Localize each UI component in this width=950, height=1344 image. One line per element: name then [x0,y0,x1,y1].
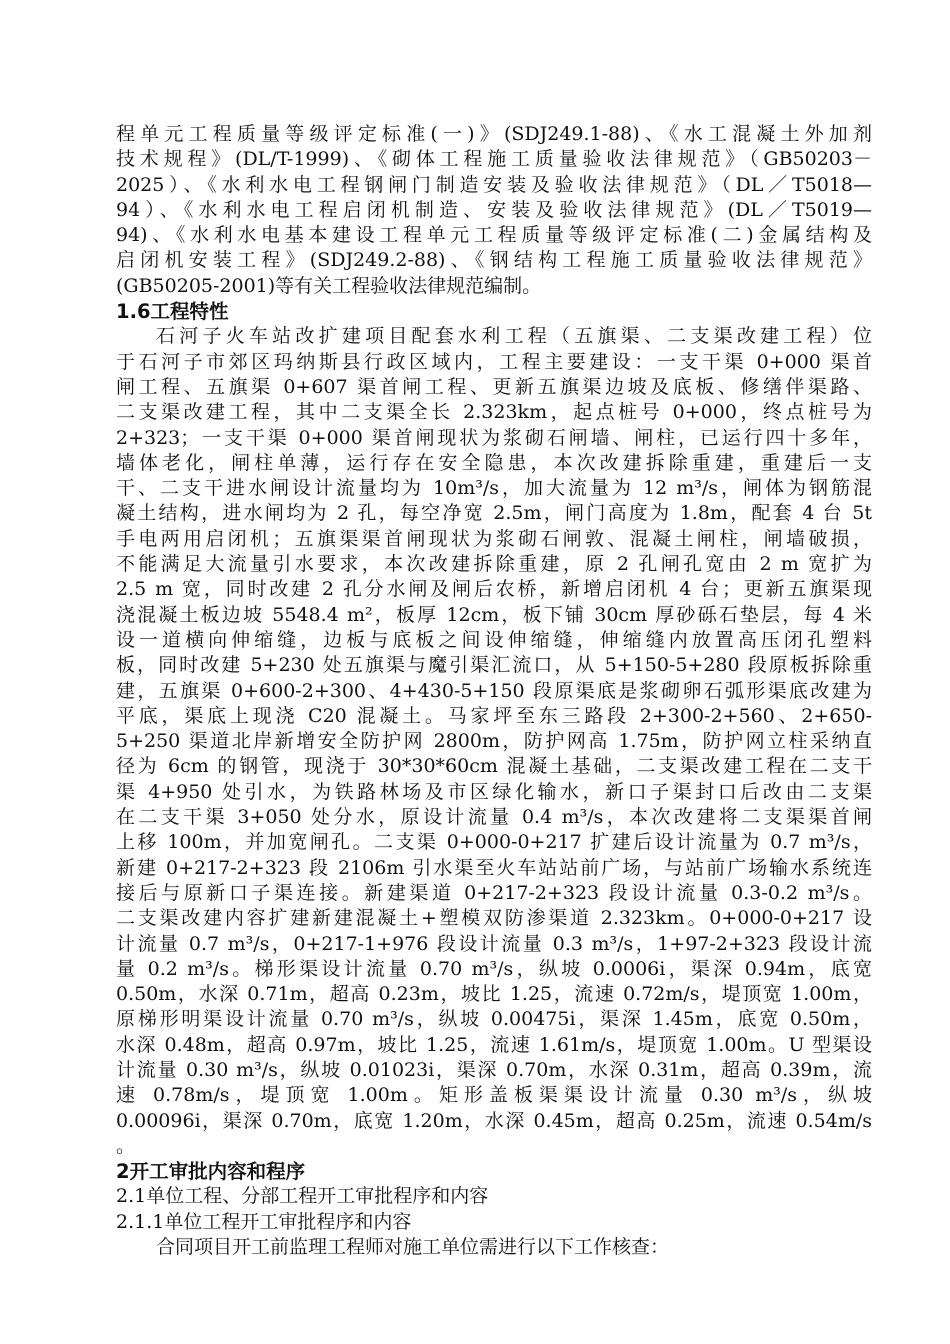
text-line: 计流量 0.30 m³/s，纵坡 0.01023i，渠深 0.70m，水深 0.31m，超高 0.39m，流 [116,1058,872,1081]
text-line: 二支渠改建内容扩建新建混凝土+塑模双防渗渠道 2.323km。0+000-0+217 设 [116,907,872,930]
subsection-heading: 2.1.1单位工程开工审批程序和内容 [116,1210,412,1233]
text-line: 设一道横向伸缩缝，边板与底板之间设伸缩缝，伸缩缝内放置高压闭孔塑料 [116,628,872,651]
text-line: 在二支干渠 3+050 处分水，原设计流量 0.4 m³/s，本次改建将二支渠渠首闸 [116,806,872,829]
text-line: 墙体老化，闸柱单薄，运行存在安全隐患，本次改建拆除重建，重建后一支 [116,451,872,474]
section-heading: 1.6工程特性 [116,300,229,324]
text-line: 94)、《水利水电基本建设工程单元工程质量等级评定标准(二)金属结构及 [116,224,872,247]
text-line: 程单元工程质量等级评定标准(一)》(SDJ249.1-88)、《水工混凝土外加剂 [116,123,872,145]
text-line: 渠 4+950 处引水，为铁路林场及市区绿化输水，新口子渠封口后改由二支渠 [116,780,872,803]
text-line: (GB50205-2001)等有关工程验收法律规范编制。 [116,274,542,297]
text-line: 建，五旗渠 0+600-2+300、4+430-5+150 段原渠底是浆砌卵石弧形渠底改建为 [116,679,872,702]
text-line: 合同项目开工前监理工程师对施工单位需进行以下工作核查： [156,1236,670,1259]
text-line: 平底，渠底上现浇 C20 混凝土。马家坪至东三路段 2+300-2+560、2+650- [116,704,872,727]
text-line: 0.00096i，渠深 0.70m，底宽 1.20m，水深 0.45m，超高 0.25m，流速 0.54m/s [116,1109,872,1132]
body-text [116,122,872,1260]
text-line: 量 0.2 m³/s。梯形渠设计流量 0.70 m³/s，纵坡 0.0006i，渠深 0.94m，底宽 [116,957,872,980]
text-line: 手电两用启闭机；五旗渠渠首闸现状为浆砌石闸敦、混凝土闸柱，闸墙破损， [116,527,872,550]
text-line: 启闭机安装工程》(SDJ249.2-88)、《钢结构工程施工质量验收法律规范》 [116,249,872,272]
text-line: 新建 0+217-2+323 段 2106m 引水渠至火车站站前广场，与站前广场输水系统连 [116,856,872,879]
section-heading: 2开工审批内容和程序 [116,1160,306,1184]
text-line: 5+250 渠道北岸新增安全防护网 2800m，防护网高 1.75m，防护网立柱采纳直 [116,730,872,753]
text-line: 上移 100m，并加宽闸孔。二支渠 0+000-0+217 扩建后设计流量为 0.7 m³/s， [116,831,872,854]
text-line: 原梯形明渠设计流量 0.70 m³/s，纵坡 0.00475i，渠深 1.45m，底宽 0.50m， [116,1008,872,1031]
text-line: 94）、《水利水电工程启闭机制造、安装及验收法律规范》(DL／T5019— [116,198,872,221]
text-line: 不能满足大流量引水要求，本次改建拆除重建，原 2 孔闸孔宽由 2 m 宽扩为 [116,553,872,576]
text-line: 水深 0.48m，超高 0.97m，坡比 1.25，流速 1.61m/s，堤顶宽 1.00m。U 型渠设 [116,1033,872,1056]
text-line: 2.5 m 宽，同时改建 2 孔分水闸及闸后农桥，新增启闭机 4 台；更新五旗渠现 [116,578,872,601]
text-line: 于石河子市郊区玛纳斯县行政区域内，工程主要建设：一支干渠 0+000 渠首 [116,350,872,373]
text-line: 。 [116,1134,136,1157]
text-line: 2+323；一支干渠 0+000 渠首闸现状为浆砌石闸墙、闸柱，已运行四十多年， [116,426,872,449]
text-line: 石河子火车站改扩建项目配套水利工程（五旗渠、二支渠改建工程）位 [156,325,872,348]
text-line: 闸工程、五旗渠 0+607 渠首闸工程、更新五旗渠边坡及底板、修缮伴渠路、 [116,375,872,398]
text-line: 0.50m，水深 0.71m，超高 0.23m，坡比 1.25，流速 0.72m/s，堤顶宽 1.00m， [116,983,872,1006]
text-line: 浇混凝土板边坡 5548.4 m²，板厚 12cm，板下铺 30cm 厚砂砾石垫层，每 4 米 [116,603,872,626]
text-line: 板，同时改建 5+230 处五旗渠与魔引渠汇流口，从 5+150-5+280 段原板拆除重 [116,654,872,677]
text-line: 干、二支干进水闸设计流量均为 10m³/s，加大流量为 12 m³/s，闸体为钢筋混 [116,477,872,500]
text-line: 速 0.78m/s，堤顶宽 1.00m。矩形盖板渠渠设计流量 0.30 m³/s，纵坡 [116,1084,872,1107]
subsection-heading: 2.1单位工程、分部工程开工审批程序和内容 [116,1185,489,1208]
text-line: 径为 6cm 的钢管，现浇于 30*30*60cm 混凝土基础，二支渠改建工程在二支干 [116,755,872,778]
text-line: 二支渠改建工程，其中二支渠全长 2.323km，起点桩号 0+000，终点桩号为 [116,401,872,424]
text-line: 凝土结构，进水闸均为 2 孔，每空净宽 2.5m，闸门高度为 1.8m，配套 4 台 5t [116,502,872,525]
text-line: 2025）、《水利水电工程钢闸门制造安装及验收法律规范》（DL／T5018— [116,173,872,196]
text-line: 技术规程》(DL/T-1999)、《砌体工程施工质量验收法律规范》（GB50203－ [116,148,872,171]
text-line: 接后与原新口子渠连接。新建渠道 0+217-2+323 段设计流量 0.3-0.2 m³/s。 [116,881,872,904]
text-line: 计流量 0.7 m³/s，0+217-1+976 段设计流量 0.3 m³/s，1+97-2+323 段设计流 [116,932,872,955]
